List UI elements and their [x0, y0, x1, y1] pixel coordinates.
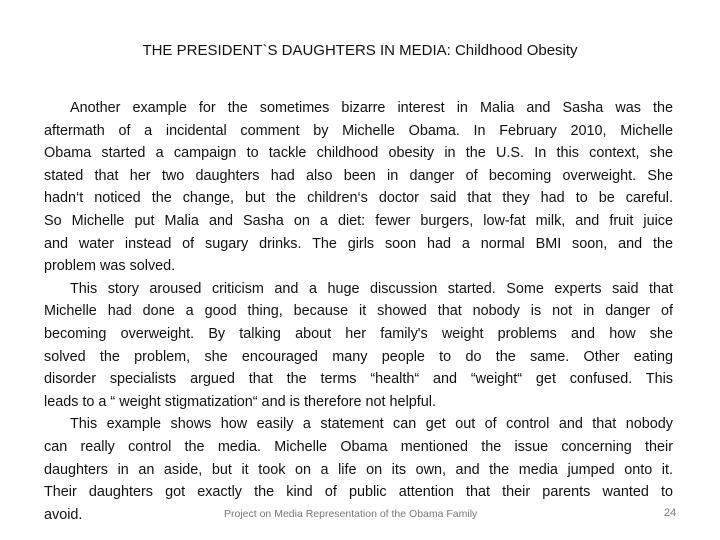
footer-text: Project on Media Representation of the Obama Family — [224, 508, 478, 520]
text-line: problem was solved. — [44, 258, 176, 275]
text-line: aftermath of a incidental comment by Michelle Obama. In February 2010, Michelle — [44, 122, 673, 139]
text-line: and water instead of sugary drinks. The girls soon had a normal BMI soon, and the — [44, 235, 673, 252]
text-line: solved the problem, she encouraged many people to do the same. Other eating — [44, 348, 673, 365]
text-line: Michelle had done a good thing, because it showed that nobody is not in danger of — [44, 303, 673, 320]
text-line: This example shows how easily a statement can get out of control and that nobody — [70, 416, 673, 433]
paragraph — [44, 97, 673, 278]
text-line: daughters in an aside, but it took on a life on its own, and the media jumped onto it. — [44, 461, 673, 478]
text-line: So Michelle put Malia and Sasha on a diet: fewer burgers, low-fat milk, and fruit juice — [44, 212, 673, 229]
text-line: Obama started a campaign to tackle childhood obesity in the U.S. In this context, she — [44, 145, 673, 162]
page-number: 24 — [664, 507, 677, 519]
text-line: Another example for the sometimes bizarre interest in Malia and Sasha was the — [70, 100, 673, 116]
text-line: stated that her two daughters had also been in danger of becoming overweight. She — [44, 167, 673, 184]
text-line: hadn‘t noticed the change, but the children‘s doctor said that they had to be careful. — [44, 190, 673, 207]
text-line: becoming overweight. By talking about her family's weight problems and how she — [44, 325, 673, 342]
text-line: avoid. — [44, 506, 83, 523]
text-line: This story aroused criticism and a huge discussion started. Some experts said that — [70, 280, 673, 297]
slide-title: THE PRESIDENT`S DAUGHTERS IN MEDIA: Childhood Obesity — [142, 42, 578, 59]
text-line: leads to a “ weight stigmatization“ and is therefore not helpful. — [44, 393, 436, 410]
paragraph — [44, 278, 673, 414]
text-line: Their daughters got exactly the kind of public attention that their parents wanted to — [44, 484, 673, 501]
text-line: disorder specialists argued that the terms “health“ and “weight“ get confused. This — [44, 371, 673, 388]
body-text — [44, 97, 673, 526]
text-line: can really control the media. Michelle Obama mentioned the issue concerning their — [44, 438, 673, 455]
